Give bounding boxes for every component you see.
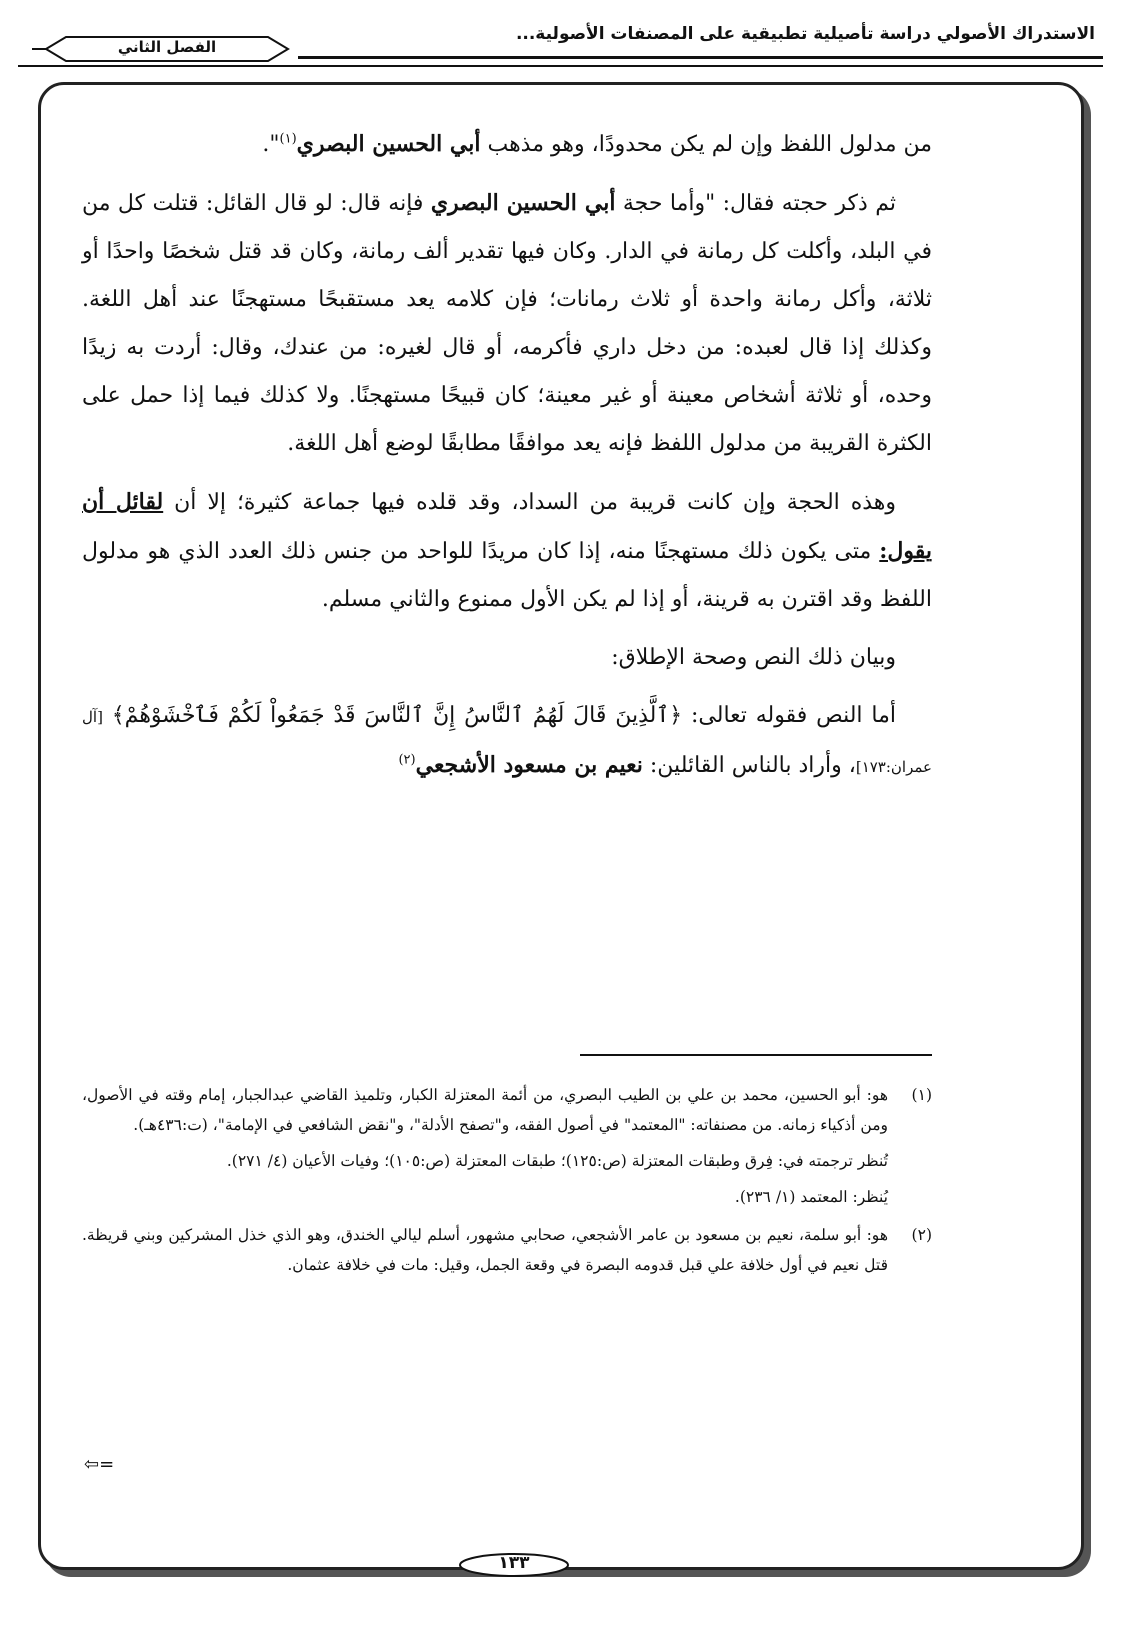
verse-citation: [آل عمران:١٧٣] [82,708,932,776]
page-header [18,18,1103,68]
footnote-number: (١) [911,1086,932,1104]
quran-verse: أما النص فقوله تعالى: ﴿ٱلَّذِينَ قَالَ لَهُمُ ٱلنَّاسُ إِنَّ ٱلنَّاسَ قَدْ جَمَعُواْ لَكُمْ فَٱخْشَوْهُمْ﴾ [102,703,896,728]
paragraph-3 [82,478,932,624]
footnote-references: تُنظر ترجمته في: فِرق وطبقات المعتزلة (ص:١٢٥)؛ طبقات المعتزلة (ص:١٠٥)؛ وفيات الأعيان (٤/ ٢٧١). [226,1152,888,1170]
footnote-ref-2[interactable]: (٢) [398,752,416,768]
scholar-name: نعيم بن مسعود الأشجعي [415,752,643,778]
page-number: ١٣٣ [498,1553,530,1573]
text-run: ". [262,132,280,157]
footnote-text: هو: أبو الحسين، محمد بن علي بن الطيب البصري، من أئمة المعتزلة الكبار، وتلميذ القاضي عبدالجبار، إمام وقته في الأصول، ومن أذكياء زمانه. من مصنفاته: "المعتمد" في أصول الفقه، و"تصفح الأدلة"، و"نقض الشافعي في الإمامة"، (ت:٤٣٦هـ). [82,1086,888,1134]
footnote-separator [580,1054,932,1056]
chapter-label: الفصل الثاني [117,38,217,56]
text-run: ثم ذكر حجته فقال: "وأما حجة [615,191,896,216]
text-run: وهذه الحجة وإن كانت قريبة من السداد، وقد قلده فيها جماعة كثيرة؛ إلا أن [163,490,896,515]
text-run: فإنه قال: لو قال القائل: قتلت كل من في البلد، وأكلت كل رمانة في الدار. وكان فيها تقدير ألف رمانة، وكان قد قتل شخصًا واحدًا أو ثلاثة، وأكل رمانة واحدة أو ثلاث رمانات؛ فإن كلامه يعد مستقبحًا مستهجنًا عند أهل اللغة. وكذلك إذا قال لعبده: من دخل داري فأكرمه، أو قال لغيره: من عندك، وقال: أردت به زيدًا وحده، أو ثلاثة أشخاص معينة أو غير معينة؛ كان قبيحًا مستهجنًا. ولا كذلك فيما إذا حمل على الكثرة القريبة من مدلول اللفظ فإنه يعد موافقًا مطابقًا لوضع أهل اللغة. [82,191,932,456]
scholar-name: أبي الحسين البصري [296,131,481,157]
paragraph-2 [82,179,932,468]
header-rule [298,56,1103,59]
paragraph-5 [82,692,932,791]
footnote-2 [82,1220,932,1280]
page-number-badge [458,1552,570,1578]
text-run: من مدلول اللفظ وإن لم يكن محدودًا، وهو مذهب [480,132,932,157]
header-rule-lower [18,65,1103,67]
footnote-source: يُنظر: المعتمد (١/ ٢٣٦). [734,1188,888,1206]
main-text [82,120,932,791]
footnotes [82,1080,932,1288]
paragraph-4: وبيان ذلك النص وصحة الإطلاق: [611,645,896,670]
book-title: الاستدراك الأصولي دراسة تأصيلية تطبيقية على المصنفات الأصولية... [515,24,1095,44]
footnote-ref-1[interactable]: (١) [279,131,297,147]
underlined-phrase: لقائل أن يقول: [82,489,932,564]
footnote-1 [82,1080,932,1212]
scholar-name: أبي الحسين البصري [430,190,616,216]
chapter-badge [32,34,302,64]
footnote-text: هو: أبو سلمة، نعيم بن مسعود بن عامر الأشجعي، صحابي مشهور، أسلم ليالي الخندق، وهو الذي خذل المشركين وبني قريظة. قتل نعيم في أول خلافة علي قبل قدومه البصرة في وقعة الجمل، وقيل: مات في خلافة عثمان. [82,1226,888,1274]
continuation-arrow-icon: ⇦= [84,1454,115,1475]
footnote-number: (٢) [911,1226,932,1244]
text-run: ، وأراد بالناس القائلين: [642,753,856,778]
paragraph-1 [82,120,932,169]
text-run: متى يكون ذلك مستهجنًا منه، إذا كان مريدًا للواحد من جنس ذلك العدد الذي هو مدلول اللفظ وقد اقترن به قرينة، أو إذا لم يكن الأول ممنوع والثاني مسلم. [82,539,932,612]
